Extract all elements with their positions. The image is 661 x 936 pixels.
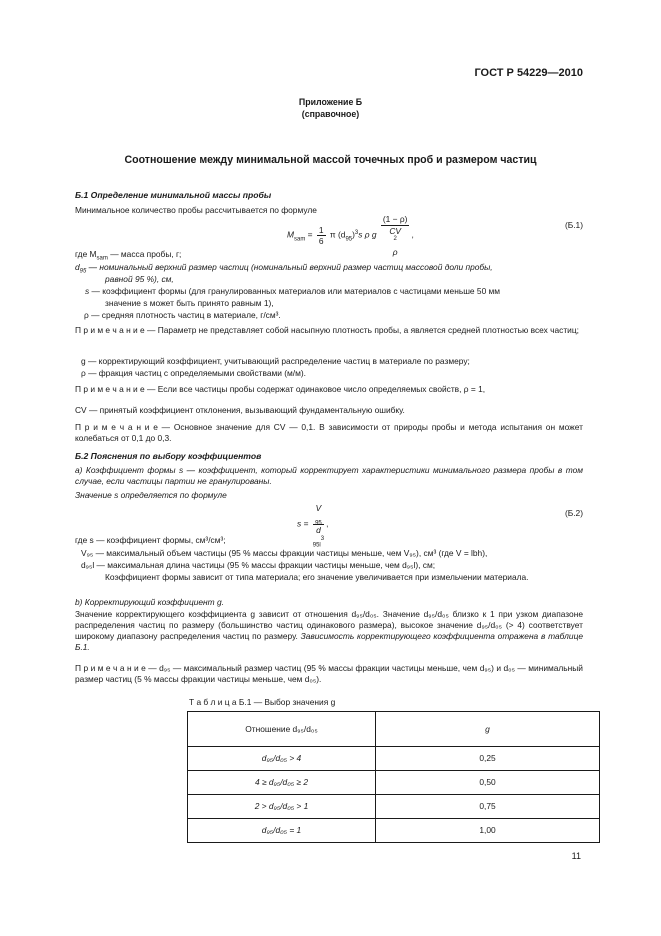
table-row: [188, 771, 600, 795]
where-lead: d: [75, 262, 80, 272]
table-cell-ratio: d₉₅/d₀₅ = 1: [188, 819, 376, 843]
formula2-num-sub: 95: [315, 520, 322, 527]
formula2-den-sup: 3: [320, 535, 325, 542]
section-1-intro: Минимальное количество пробы рассчитывается по формуле: [75, 205, 317, 215]
table-row: [188, 795, 600, 819]
b-text-italic: Зависимость корректирующего коэффициента отражена в таблице Б.1.: [75, 630, 584, 652]
s2-where-1: где s — коэффициент формы, см³/см³;: [75, 535, 226, 545]
where-lead-sub: 95: [79, 268, 87, 275]
note-text: — Параметр не представляет собой насыпную плотность пробы, а является средней плотностью всех частиц;: [144, 325, 579, 335]
where-line-1: [75, 249, 181, 260]
formula2-lhs: s =: [297, 518, 311, 529]
note-label: П р и м е ч а н и е: [75, 663, 146, 673]
frac2-den: CV: [389, 225, 401, 236]
where-lead: s: [85, 286, 90, 296]
frac2-den-tail: ρ: [392, 246, 398, 257]
where-text: — средняя плотность частиц в материале, г/см³.: [88, 310, 281, 320]
rho-definition: ρ — фракция частиц с определяемыми свойствами (м/м).: [81, 368, 306, 378]
formula-lhs-sub: sam: [293, 236, 306, 243]
table-row: [188, 819, 600, 843]
table-header-ratio: Отношение d₉₅/d₀₅: [188, 712, 376, 747]
main-title: Соотношение между минимальной массой точечных проб и размером частиц: [124, 154, 537, 166]
formula-eq: =: [305, 229, 315, 240]
where-line-2: [75, 262, 493, 273]
note-label: П р и м е ч а н и е: [75, 384, 145, 394]
formula-mid-tail2: s ρ g: [358, 229, 377, 240]
formula-mid: π (d: [329, 229, 346, 240]
formula-b1-number: (Б.1): [564, 220, 583, 230]
appendix-title: Приложение Б: [298, 97, 363, 107]
where-text: — масса пробы, г;: [107, 249, 182, 259]
frac1-num: 1: [318, 224, 324, 235]
table-cell-ratio: 4 ≥ d₉₅/d₀₅ ≥ 2: [188, 771, 376, 795]
b-text: Значение корректирующего коэффициента g зависит от отношения d₉₅/d₀₅. Значение d₉₅/d₀₅ близко к 1 при узком диапазоне распределения частиц по размеру (большинство частиц одинакового размера), высокое значение d₉₅/d₀₅ (> 4) соответствует широкому диапазону распределения частиц по размеру.: [75, 609, 583, 641]
formula-fraction-1: [317, 225, 326, 247]
formula-b2-number: (Б.2): [564, 508, 583, 518]
shape-text: Коэффициент формы зависит от типа материала; его значение увеличивается при измельчении материала.: [105, 572, 529, 582]
table-caption: [189, 697, 335, 708]
s2-where-3: d₉₅l — максимальная длина частицы (95 % массы фракции частицы меньше, чем d₉₅l), см;: [81, 560, 436, 570]
table-caption-text: Б.1 — Выбор значения g: [236, 697, 336, 707]
note-3: [75, 422, 583, 444]
note-4: [75, 663, 583, 685]
where-lead-sub: sam: [96, 255, 108, 262]
where-line-6: [84, 310, 281, 321]
formula-b2: [297, 503, 329, 549]
formula-tail: ,: [411, 229, 414, 240]
formula-mid-sub: 95: [345, 236, 353, 243]
section-1-heading: Б.1 Определение минимальной массы пробы: [75, 190, 272, 200]
table-caption-label: Т а б л и ц а: [189, 697, 237, 707]
table-header-g: g: [376, 712, 600, 747]
note-label: П р и м е ч а н и е: [75, 325, 145, 335]
table-row: [188, 747, 600, 771]
table-cell-ratio: d₉₅/d₀₅ > 4: [188, 747, 376, 771]
formula-mid-tail: ): [352, 229, 355, 240]
where-text: — номинальный верхний размер частиц (номинальный верхний размер частиц массовой доли пробы,: [86, 262, 493, 272]
where-lead: ρ: [84, 310, 89, 320]
section-2-b: b) Корректирующий коэффициент g.: [75, 597, 224, 607]
note-2: [75, 384, 485, 395]
formula2-fraction: [312, 503, 325, 549]
where-line-4: [85, 286, 500, 297]
s2-where-2: V₉₅ — максимальный объем частицы (95 % массы фракции частицы меньше, чем V₉₅), см³ (где V = lbh),: [81, 548, 488, 558]
section-2-b-text: [75, 609, 583, 653]
formula-lhs: M: [287, 229, 294, 240]
where-text: — коэффициент формы (для гранулированных материалов или материалов с частицами меньше 50 мм: [89, 286, 501, 296]
formula2-den-sub: 95l: [312, 542, 321, 549]
frac1-den: 6: [318, 236, 324, 246]
frac2-num: (1 − ρ): [382, 214, 408, 224]
note-text: — Если все частицы пробы содержат одинаковое число определяемых свойств, ρ = 1,: [144, 384, 486, 394]
table-cell-g: 0,50: [376, 771, 600, 795]
g-table: [187, 711, 600, 843]
table-cell-g: 1,00: [376, 819, 600, 843]
table-header-row: [188, 712, 600, 747]
formula2-den: d: [316, 525, 321, 535]
formula-mid-sup: 3: [354, 229, 359, 236]
appendix-subtitle: (справочное): [301, 109, 360, 119]
where-line-5: значение s может быть принято равным 1),: [105, 298, 274, 308]
standard-code: ГОСТ Р 54229—2010: [474, 67, 583, 79]
table-cell-g: 0,75: [376, 795, 600, 819]
note-text: — Основное значение для CV — 0,1. В зависимости от природы пробы и метода испытания он может колебаться от 0,1 до 0,3.: [75, 422, 583, 443]
page-number: 11: [571, 851, 581, 861]
formula2-tail: ,: [326, 518, 329, 529]
formula-fraction-2: [381, 214, 410, 257]
note-text: — d₉₅ — максимальный размер частиц (95 % массы фракции частицы меньше, чем d₉₅) и d₀₅ — минимальный размер частиц (5 % массы фракции частицы меньше, чем d₀₅).: [75, 663, 583, 684]
section-2-a: а) Коэффициент формы s — коэффициент, который корректирует характеристики минимального размера пробы в том случае, если частицы партии не гранулированы.: [75, 465, 583, 486]
formula2-num: V: [315, 503, 322, 513]
where-line-3: равной 95 %), см,: [105, 274, 174, 284]
table-cell-g: 0,25: [376, 747, 600, 771]
g-definition: g — корректирующий коэффициент, учитывающий распределение частиц в материале по размеру;: [81, 356, 470, 366]
table-cell-ratio: 2 > d₉₅/d₀₅ > 1: [188, 795, 376, 819]
where-lead: где M: [75, 249, 97, 259]
section-2-a2: Значение s определяется по формуле: [75, 490, 227, 500]
note-1: [75, 325, 583, 336]
formula-b1: [287, 214, 414, 257]
cv-definition: CV — принятый коэффициент отклонения, вызывающий фундаментальную ошибку.: [75, 405, 405, 415]
section-2-heading: Б.2 Пояснения по выбору коэффициентов: [75, 451, 262, 461]
frac2-den-sup: 2: [393, 236, 397, 243]
note-label: П р и м е ч а н и е: [75, 422, 158, 432]
